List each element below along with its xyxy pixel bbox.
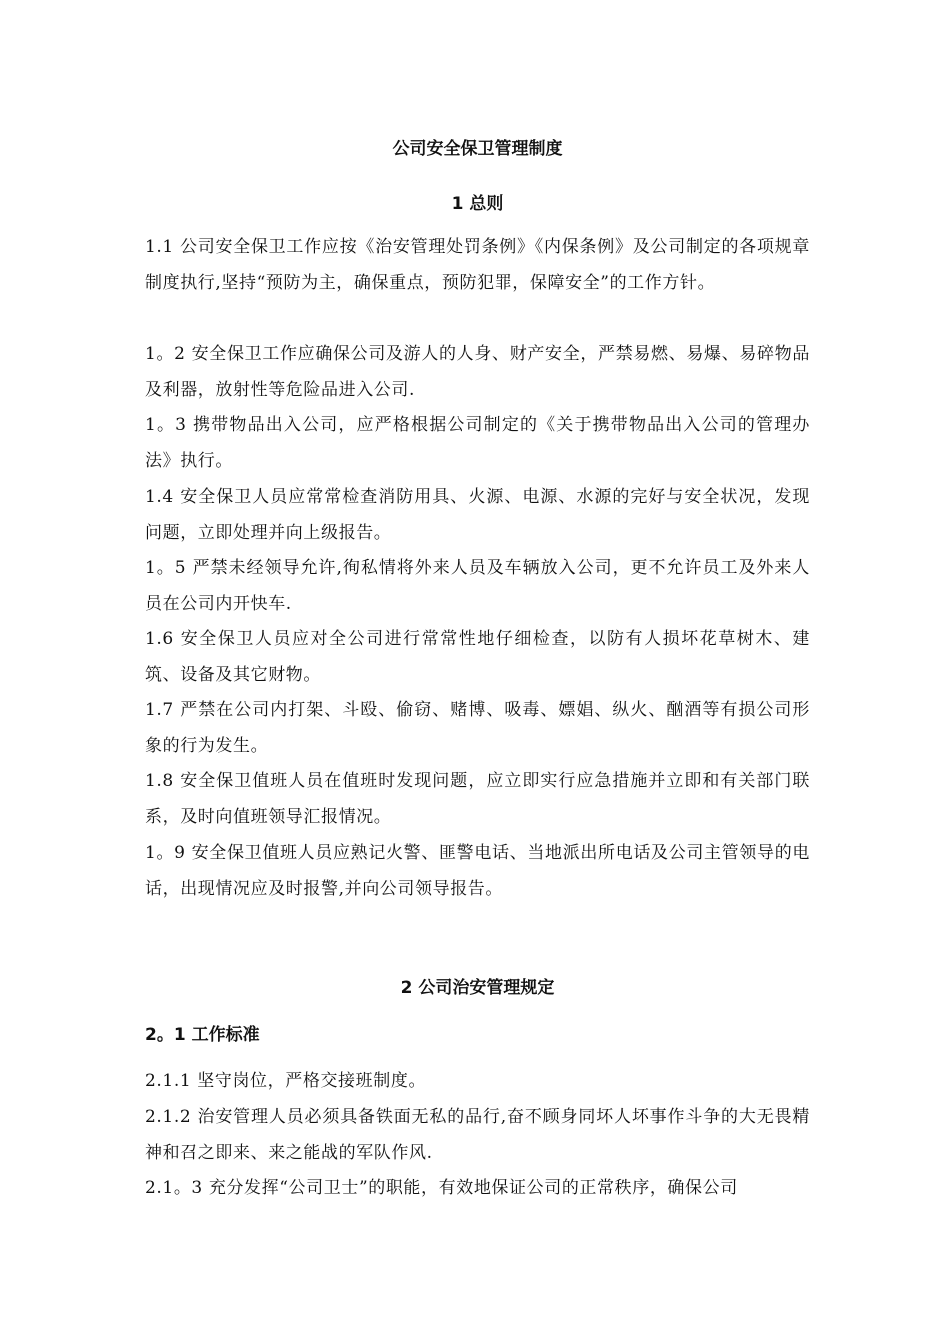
paragraph-2-1-1: 2.1.1 坚守岗位，严格交接班制度。 (145, 1071, 427, 1091)
paragraph-2-1-3: 2.1。3 充分发挥“公司卫士”的职能，有效地保证公司的正常秩序，确保公司 (145, 1178, 738, 1198)
document-title: 公司安全保卫管理制度 (392, 139, 563, 159)
section-1-heading: 1 总则 (451, 194, 504, 214)
paragraph-1-4: 1.4 安全保卫人员应常常检查消防用具、火源、电源、水源的完好与安全状况，发现问题，立即处理并向上级报告。 (145, 487, 810, 543)
paragraph-1-9: 1。9 安全保卫值班人员应熟记火警、匪警电话、当地派出所电话及公司主管领导的电话，出现情况应及时报警,并向公司领导报告。 (145, 843, 810, 899)
paragraph-1-6: 1.6 安全保卫人员应对全公司进行常常性地仔细检查，以防有人损坏花草树木、建筑、设备及其它财物。 (145, 629, 810, 685)
paragraph-1-2: 1。2 安全保卫工作应确保公司及游人的人身、财产安全，严禁易燃、易爆、易碎物品及利器，放射性等危险品进入公司. (145, 344, 810, 400)
paragraph-2-1-2: 2.1.2 治安管理人员必须具备铁面无私的品行,奋不顾身同坏人坏事作斗争的大无畏精神和召之即来、来之能战的军队作风. (145, 1107, 810, 1163)
paragraph-1-8: 1.8 安全保卫值班人员在值班时发现问题，应立即实行应急措施并立即和有关部门联系，及时向值班领导汇报情况。 (145, 771, 810, 827)
subsection-2-1-heading: 2。1 工作标准 (145, 1025, 260, 1045)
paragraph-1-3: 1。3 携带物品出入公司，应严格根据公司制定的《关于携带物品出入公司的管理办法》执行。 (145, 415, 810, 471)
section-2-heading: 2 公司治安管理规定 (400, 978, 555, 998)
paragraph-1-1: 1.1 公司安全保卫工作应按《治安管理处罚条例》《内保条例》及公司制定的各项规章制度执行,坚持“预防为主，确保重点，预防犯罪，保障安全”的工作方针。 (145, 237, 810, 293)
paragraph-1-7: 1.7 严禁在公司内打架、斗殴、偷窃、赌博、吸毒、嫖娼、纵火、酗酒等有损公司形象的行为发生。 (145, 700, 810, 756)
paragraph-1-5: 1。5 严禁未经领导允许,徇私情将外来人员及车辆放入公司，更不允许员工及外来人员在公司内开快车. (145, 558, 810, 614)
